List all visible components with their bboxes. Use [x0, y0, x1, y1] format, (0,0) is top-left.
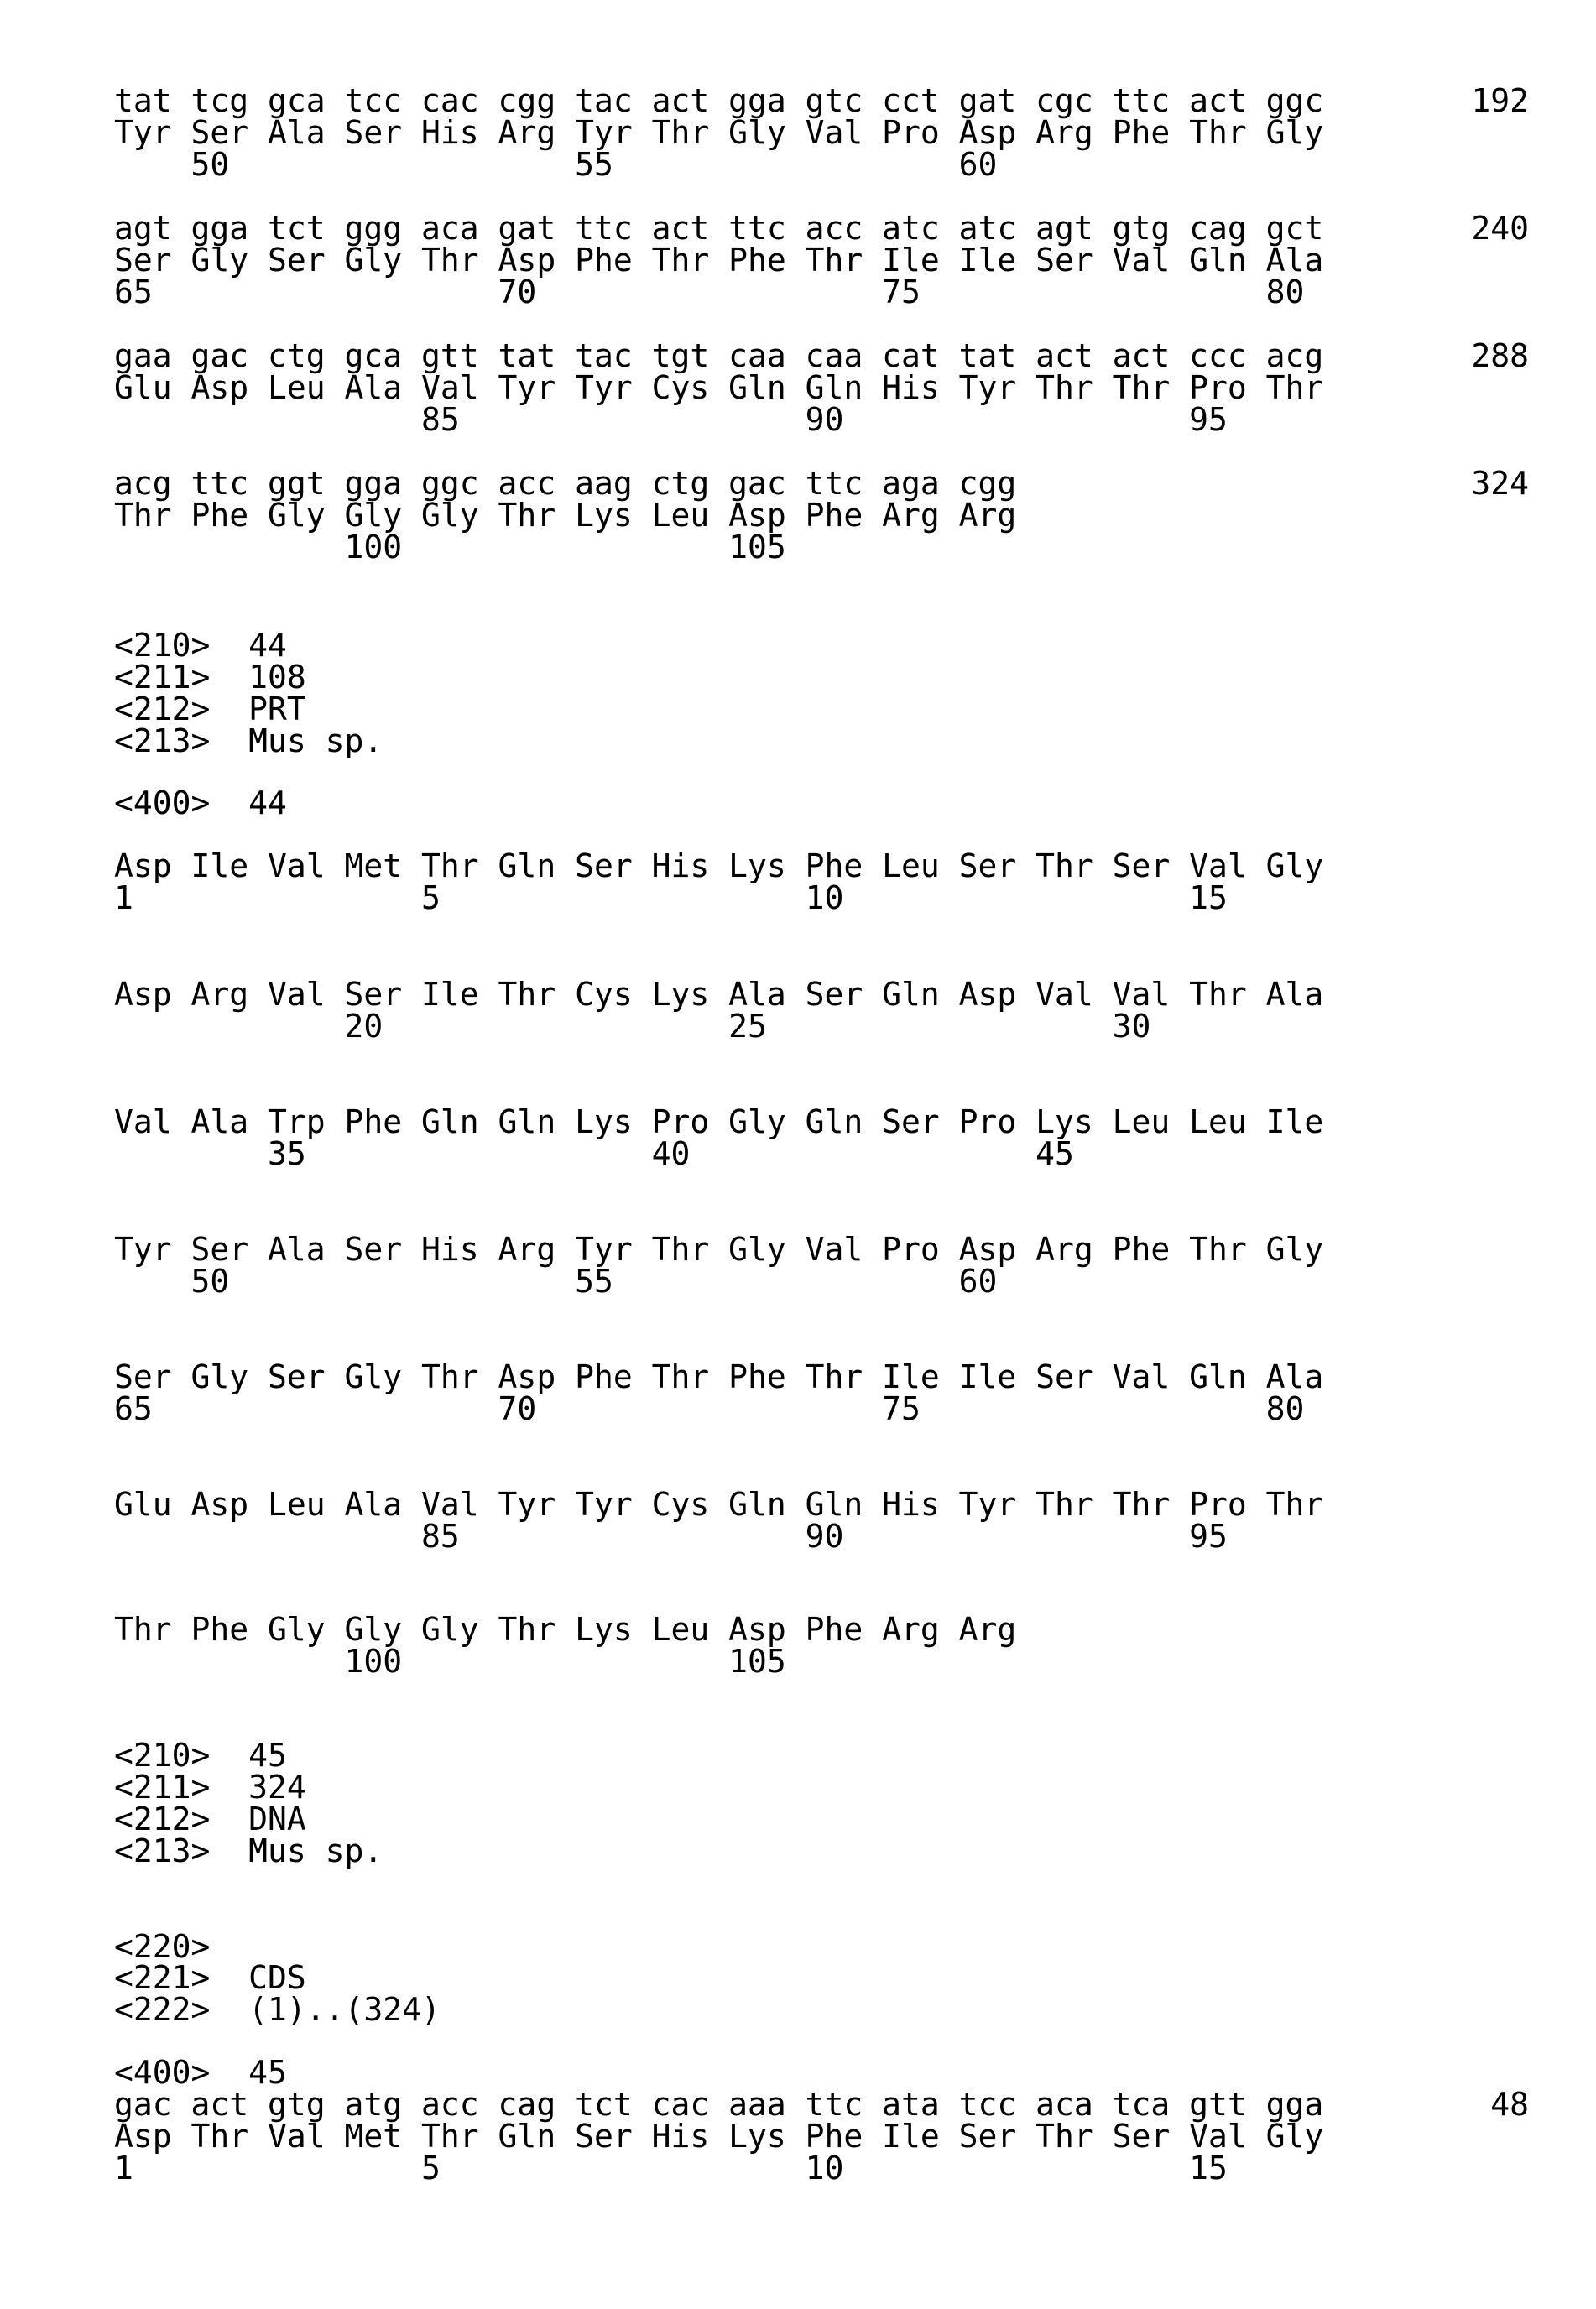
amino-acid-line: Thr Phe Gly Gly Gly Thr Lys Leu Asp Phe Arg Arg: [114, 497, 1017, 534]
dna-codon-line: gaa gac ctg gca gtt tat tac tgt caa caa cat tat act act ccc acg: [114, 337, 1324, 374]
amino-acid-line: Val Ala Trp Phe Gln Gln Lys Pro Gly Gln Ser Pro Lys Leu Leu Ile: [114, 1103, 1324, 1140]
field-tag: <222>: [114, 1991, 211, 2028]
amino-acid-line: Asp Thr Val Met Thr Gln Ser His Lys Phe Ile Ser Thr Ser Val Gly: [114, 2118, 1324, 2155]
field-value: 45: [248, 2054, 287, 2091]
field-tag: <400>: [114, 784, 211, 821]
field-value: (1)..(324): [248, 1991, 441, 2028]
field-value: Mus sp.: [248, 1832, 383, 1869]
residue-position-line: 20 25 30: [114, 1008, 1151, 1045]
residue-position-line: 100 105: [114, 529, 786, 566]
field-220: [114, 1928, 211, 1965]
residue-position-line: 50 55 60: [114, 146, 998, 183]
field-221: [114, 1959, 306, 1996]
residue-position-line: 85 90 95: [114, 401, 1228, 438]
nucleotide-count: 324: [1471, 465, 1529, 502]
amino-acid-line: Ser Gly Ser Gly Thr Asp Phe Thr Phe Thr Ile Ile Ser Val Gln Ala: [114, 242, 1324, 279]
field-tag: <212>: [114, 1801, 211, 1837]
field-value: 44: [248, 627, 287, 664]
residue-position-line: 85 90 95: [114, 1518, 1228, 1555]
amino-acid-line: Glu Asp Leu Ala Val Tyr Tyr Cys Gln Gln His Tyr Thr Thr Pro Thr: [114, 369, 1324, 406]
field-value: Mus sp.: [248, 722, 383, 759]
field-tag: <210>: [114, 1737, 211, 1774]
field-210: [114, 1737, 287, 1774]
field-value: 44: [248, 784, 287, 821]
dna-codon-line: acg ttc ggt gga ggc acc aag ctg gac ttc aga cgg: [114, 465, 1017, 502]
amino-acid-line: Asp Ile Val Met Thr Gln Ser His Lys Phe Leu Ser Thr Ser Val Gly: [114, 847, 1324, 884]
nucleotide-count: 192: [1471, 82, 1529, 119]
dna-codon-line: tat tcg gca tcc cac cgg tac act gga gtc cct gat cgc ttc act ggc: [114, 82, 1324, 119]
nucleotide-count: 288: [1471, 337, 1529, 374]
field-tag: <221>: [114, 1959, 211, 1996]
residue-position-line: 100 105: [114, 1643, 786, 1680]
field-213: [114, 722, 383, 759]
nucleotide-count: 240: [1471, 210, 1529, 247]
field-212: [114, 1803, 306, 1835]
field-value: 324: [248, 1769, 306, 1806]
field-222: [114, 1991, 441, 2028]
field-tag: <211>: [114, 659, 211, 696]
field-210: [114, 627, 287, 664]
residue-position-line: 1 5 10 15: [114, 879, 1228, 916]
dna-codon-line: gac act gtg atg acc cag tct cac aaa ttc ata tcc aca tca gtt gga: [114, 2086, 1324, 2123]
residue-position-line: 35 40 45: [114, 1135, 1074, 1172]
amino-acid-line: Thr Phe Gly Gly Gly Thr Lys Leu Asp Phe Arg Arg: [114, 1611, 1017, 1648]
field-211: [114, 1769, 306, 1806]
field-400: [114, 2054, 287, 2091]
amino-acid-line: Asp Arg Val Ser Ile Thr Cys Lys Ala Ser Gln Asp Val Val Thr Ala: [114, 976, 1324, 1013]
residue-position-line: 65 70 75 80: [114, 274, 1305, 310]
field-value: DNA: [248, 1801, 306, 1837]
amino-acid-line: Tyr Ser Ala Ser His Arg Tyr Thr Gly Val Pro Asp Arg Phe Thr Gly: [114, 114, 1324, 151]
amino-acid-line: Ser Gly Ser Gly Thr Asp Phe Thr Phe Thr Ile Ile Ser Val Gln Ala: [114, 1358, 1324, 1395]
amino-acid-line: Tyr Ser Ala Ser His Arg Tyr Thr Gly Val Pro Asp Arg Phe Thr Gly: [114, 1231, 1324, 1268]
field-tag: <213>: [114, 1832, 211, 1869]
field-value: 45: [248, 1737, 287, 1774]
field-tag: <211>: [114, 1769, 211, 1806]
field-211: [114, 659, 306, 696]
nucleotide-count: 48: [1490, 2086, 1529, 2123]
field-212: [114, 693, 306, 725]
field-tag: <212>: [114, 691, 211, 727]
dna-codon-line: agt gga tct ggg aca gat ttc act ttc acc atc atc agt gtg cag gct: [114, 210, 1324, 247]
field-tag: <220>: [114, 1928, 211, 1965]
amino-acid-line: Glu Asp Leu Ala Val Tyr Tyr Cys Gln Gln His Tyr Thr Thr Pro Thr: [114, 1486, 1324, 1523]
residue-position-line: 50 55 60: [114, 1263, 998, 1300]
field-213: [114, 1832, 383, 1869]
residue-position-line: 1 5 10 15: [114, 2150, 1228, 2187]
field-400: [114, 784, 287, 821]
residue-position-line: 65 70 75 80: [114, 1390, 1305, 1427]
field-value: CDS: [248, 1959, 306, 1996]
field-tag: <213>: [114, 722, 211, 759]
field-value: PRT: [248, 691, 306, 727]
field-value: 108: [248, 659, 306, 696]
field-tag: <400>: [114, 2054, 211, 2091]
field-tag: <210>: [114, 627, 211, 664]
